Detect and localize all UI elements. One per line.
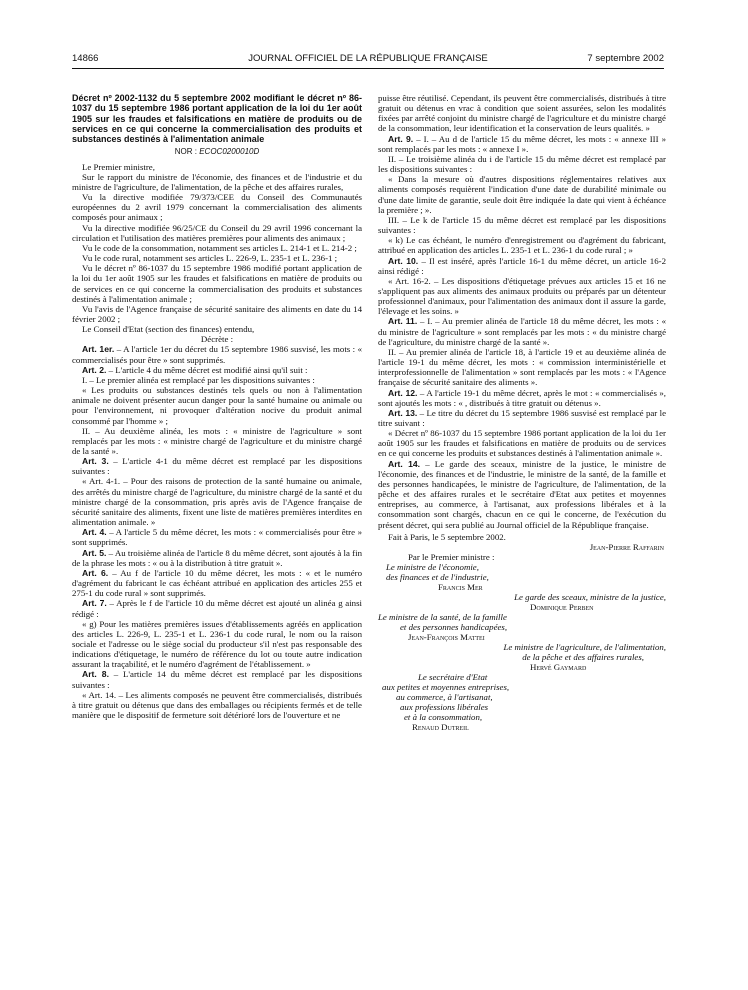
article-label: Art. 3. <box>82 456 109 467</box>
decrete-heading: Décrète : <box>200 334 234 345</box>
article-paragraph <box>378 154 666 174</box>
article-label: Art. 9. <box>388 133 414 144</box>
article-label: Art. 11. <box>388 316 418 327</box>
article-paragraph <box>72 690 362 720</box>
article-paragraph <box>72 456 362 476</box>
journal-title: JOURNAL OFFICIEL DE LA RÉPUBLIQUE FRANÇAISE <box>248 53 488 64</box>
se-name: Renaud Dutreil <box>412 721 469 732</box>
eco-minister-title-2: des finances et de l'industrie, <box>386 571 489 582</box>
article-paragraph <box>72 426 362 456</box>
se-title-3: au commerce, à l'artisanat, <box>396 691 493 702</box>
article-paragraph <box>72 344 362 364</box>
article-text: – L'article 14 du même décret est remplacé par les dispositions suivantes : <box>72 669 362 690</box>
nor-label: NOR : <box>174 147 197 157</box>
visa-paragraph: Vu le code de la consommation, notamment ses articles L. 214-1 et L. 214-2 ; <box>82 242 357 253</box>
article-label: Art. 14. <box>388 458 421 469</box>
article-text: « Art. 16-2. – Les dispositions d'étiquetage prévues aux articles 15 et 16 ne s'appliquent pas aux aliments des animaux produits ou préparés par un détenteur professionnel d'animaux, pour l'alimentation des animaux dont il assure la garde, l'élevage et les soins. » <box>378 275 666 317</box>
article-paragraph <box>378 408 666 428</box>
se-title-5: et à la consommation, <box>404 711 483 722</box>
justice-minister-name: Dominique Perben <box>530 601 594 612</box>
article-label: Art. 6. <box>82 567 109 578</box>
article-paragraph <box>72 476 362 527</box>
article-label: Art. 4. <box>82 527 107 538</box>
article-label: Art. 8. <box>82 669 109 680</box>
article-text: « Décret nº 86-1037 du 15 septembre 1986 portant application de la loi du 1er août 1905 sur les fraudes et falsifications en matière de produits ou de services en ce qui concerne les produits et substances destinés à l'alimentation animale ». <box>378 428 666 459</box>
se-title-1: Le secrétaire d'Etat <box>418 671 488 682</box>
article-label: Art. 7. <box>82 598 107 609</box>
article-text: « Art. 4-1. – Pour des raisons de protection de la santé humaine ou animale, des arrêtés du ministre chargé de l'agriculture, du ministre chargé de la santé et du ministre chargé de la consommation, pris après avis de l'Agence française de sécurité sanitaire des aliments, fixent une liste de matières premières interdites en alimentation animale. » <box>72 476 362 528</box>
article-paragraph <box>378 347 666 388</box>
article-paragraph <box>378 215 666 235</box>
article-text: – Il est inséré, après l'article 16-1 du même décret, un article 16-2 ainsi rédigé : <box>378 255 666 276</box>
header-rule <box>72 68 664 69</box>
visa-paragraph: Vu l'avis de l'Agence française de sécurité sanitaire des aliments en date du 14 février 2002 ; <box>72 303 362 324</box>
article-text: puisse être réutilisé. Cependant, ils peuvent être commercialisés, distribués à titre gratuit ou détenus en vrac à condition que soient assurées, selon les modalités fixées par arrêté conjoint du ministre chargé de l'agriculture et du ministre chargé de la consommation, leur identification et la conservation de leurs qualités. » <box>378 93 666 134</box>
article-text: I. – Le premier alinéa est remplacé par les dispositions suivantes : <box>82 374 315 385</box>
article-label: Art. 13. <box>388 407 418 418</box>
article-text: – Après le f de l'article 10 du même décret est ajouté un alinéa g ainsi rédigé : <box>72 598 362 619</box>
agri-minister-title-2: de la pêche et des affaires rurales, <box>522 651 644 662</box>
visa-paragraph: Vu le code rural, notamment ses articles L. 226-9, L. 235-1 et L. 236-1 ; <box>82 253 338 264</box>
article-text: – Au troisième alinéa de l'article 8 du même décret, sont ajoutés à la fin de la phrase les mots : « ou à la distribution à titre gratuit ». <box>72 547 363 568</box>
article-paragraph <box>378 316 666 346</box>
visa-paragraph: Vu la directive modifiée 96/25/CE du Conseil du 29 avril 1996 concernant la circulation et l'utilisation des matières premières pour aliments des animaux ; <box>72 222 362 243</box>
article-text: « g) Pour les matières premières issues d'établissements agréés en application des articles L. 226-9, L. 235-1 et L. 236-1 du code rural, le nom ou la raison sociale et l'adresse ou le siège social du producteur s'il n'est pas responsable des indications d'étiquetage, le numéro de référence du lot ou toute autre indication assurant la traçabilité, et le numéro d'agrément de l'établissement. » <box>72 618 362 670</box>
sante-minister-name: Jean-François Mattei <box>408 631 485 642</box>
visa-paragraph: Vu le décret nº 86-1037 du 15 septembre 1986 modifié portant application de la loi du 1er août 1905 sur les fraudes et falsifications en matière de produits ou de services en ce qui concerne la commercialisation des produits et substances destinés à l'alimentation animale ; <box>72 263 362 304</box>
article-text: – Le garde des sceaux, ministre de la justice, le ministre de l'économie, des finances et de l'industrie, le ministre de la santé, de la famille et des personnes handicapées, le ministre de l'agriculture, de l'alimentation, de la pêche et des affaires rurales et le secrétaire d'Etat aux petites et moyennes entreprises, au commerce, à l'artisanat, aux professions libérales et à la consommation sont chargés, chacun en ce qui le concerne, de l'exécution du présent décret, qui sera publié au Journal officiel de la République française. <box>378 458 666 530</box>
article-text: « Dans la mesure où d'autres dispositions réglementaires relatives aux aliments composés requièrent l'indication d'une date de durabilité minimale ou d'une date limite de garantie, seule doit être indiquée la date qui vient à échéance la première ; ». <box>378 174 666 215</box>
pm-signature: Jean-Pierre Raffarin <box>589 541 664 552</box>
article-text: III. – Le k de l'article 15 du même décret est remplacé par les dispositions suivantes : <box>378 214 666 236</box>
nor-reference <box>72 147 362 157</box>
article-text: « k) Le cas échéant, le numéro d'enregistrement ou d'agrément du fabricant, attribué en application des articles L. 235-1 et L. 236-1 du code rural ; » <box>378 235 666 256</box>
article-text: – I. – Au premier alinéa de l'article 18 du même décret, les mots : « du ministre de l'agriculture » sont remplacés par les mots : « du ministre chargé de l'agriculture, du ministre chargé de la santé ». <box>378 316 666 347</box>
article-paragraph <box>72 548 362 568</box>
justice-minister-title: Le garde des sceaux, ministre de la justice, <box>514 591 666 602</box>
article-text: – A l'article 1er du décret du 15 septembre 1986 susvisé, les mots : « commercialisés pour être » sont supprimés. <box>72 344 362 365</box>
article-paragraph <box>72 568 362 598</box>
agri-minister-title-1: Le ministre de l'agriculture, de l'alimentation, <box>503 641 666 652</box>
article-text: – Au f de l'article 10 du même décret, les mots : « et le numéro d'agrément du fabricant le cas échéant attribué en application des articles 255 et 275-1 du code rural » sont supprimés. <box>72 567 362 599</box>
articles-right <box>378 93 666 530</box>
se-title-2: aux petites et moyennes entreprises, <box>382 681 510 692</box>
issue-date: 7 septembre 2002 <box>587 53 664 64</box>
visas-block <box>72 162 362 335</box>
right-column <box>378 93 666 732</box>
visa-paragraph: Le Premier ministre, <box>82 161 155 172</box>
decree-title: Décret nº 2002-1132 du 5 septembre 2002 modifiant le décret nº 86-1037 du 15 septembre 1986 portant application de la loi du 1er août 1905 sur les fraudes et falsifications en matière de produits ou de services en ce qui concerne la commercialisation des produits et substances destinés à l'alimentation animale <box>72 93 362 145</box>
visa-paragraph: Sur le rapport du ministre de l'économie, des finances et de l'industrie et du ministre de l'agriculture, de l'alimentation, de la pêche et des affaires rurales, <box>72 171 362 192</box>
article-paragraph <box>378 235 666 255</box>
article-label: Art. 1er. <box>82 344 115 355</box>
article-paragraph <box>378 134 666 154</box>
article-paragraph <box>378 276 666 317</box>
article-text: – A l'article 5 du même décret, les mots : « commercialisés pour être » sont supprimés. <box>72 527 362 548</box>
article-paragraph <box>72 527 362 547</box>
left-column <box>72 93 362 720</box>
agri-minister-name: Hervé Gaymard <box>530 661 587 672</box>
article-paragraph <box>378 256 666 276</box>
sante-minister-title-2: et des personnes handicapées, <box>400 621 508 632</box>
signing-place-date: Fait à Paris, le 5 septembre 2002. <box>388 531 506 542</box>
article-text: II. – Au deuxième alinéa, les mots : « ministre de l'agriculture » sont remplacés par les mots : « ministre chargé de l'agriculture et du ministre chargé de la santé ». <box>72 425 362 457</box>
article-text: « Les produits ou substances destinés tels quels ou non à l'alimentation animale ne doivent présenter aucun danger pour la santé humaine ou animale ou pour l'environnement, ni provoquer d'altération nocive du produit animal consommé par l'homme » ; <box>72 385 362 426</box>
article-paragraph <box>72 598 362 618</box>
article-label: Art. 2. <box>82 364 107 375</box>
article-text: – Le titre du décret du 15 septembre 1986 susvisé est remplacé par le titre suivant : <box>378 407 666 428</box>
article-label: Art. 10. <box>388 255 419 266</box>
article-text: II. – Au premier alinéa de l'article 18, à l'article 19 et au deuxième alinéa de l'article 19-1 du même décret, les mots : « commission interministérielle et interprofessionnelle de l'alimentation » sont remplacés par les mots : « l'Agence française de sécurité sanitaire des aliments ». <box>378 346 666 388</box>
article-paragraph <box>378 459 666 530</box>
visa-paragraph: Le Conseil d'Etat (section des finances) entendu, <box>82 324 255 335</box>
signature-block <box>378 542 666 732</box>
article-label: Art. 12. <box>388 387 418 398</box>
article-text: « Art. 14. – Les aliments composés ne peuvent être commercialisés, distribués à titre gratuit ou détenus que dans des emballages ou récipients fermés et de telle manière que le dispositif de fermeture soit détérioré lors de l'ouverture et ne <box>72 689 362 721</box>
articles-left <box>72 344 362 720</box>
article-paragraph <box>378 174 666 215</box>
article-text: – A l'article 19-1 du même décret, après le mot : « commercialisés », sont ajoutés les mots : « , distribués à titre gratuit ou détenus ». <box>378 387 667 408</box>
page-header <box>72 53 664 67</box>
page-number: 14866 <box>72 53 99 64</box>
article-text: – I. – Au d de l'article 15 du même décret, les mots : « annexe III » sont remplacés par les mots : « annexe I ». <box>378 133 666 154</box>
article-paragraph <box>72 365 362 375</box>
eco-minister-name: Francis Mer <box>438 581 483 592</box>
article-paragraph <box>72 375 362 385</box>
visa-paragraph: Vu la directive modifiée 79/373/CEE du Conseil des Communautés européennes du 2 avril 1979 concernant la commercialisation des aliments composés pour animaux ; <box>72 192 362 223</box>
se-title-4: aux professions libérales <box>400 701 489 712</box>
article-paragraph <box>378 428 666 458</box>
article-paragraph <box>72 385 362 426</box>
nor-code: ECOC0200010D <box>199 147 260 157</box>
article-paragraph <box>378 388 666 408</box>
article-text: – L'article 4 du même décret est modifié ainsi qu'il suit : <box>106 364 308 375</box>
article-label: Art. 5. <box>82 547 107 558</box>
article-paragraph <box>72 619 362 670</box>
sante-minister-title-1: Le ministre de la santé, de la famille <box>378 611 507 622</box>
article-paragraph <box>72 669 362 689</box>
article-text: II. – Le troisième alinéa du i de l'article 15 du même décret est remplacé par les dispositions suivantes : <box>378 153 666 175</box>
article-paragraph <box>378 93 666 134</box>
par-premier-ministre: Par le Premier ministre : <box>408 551 495 562</box>
eco-minister-title-1: Le ministre de l'économie, <box>386 561 479 572</box>
article-text: – L'article 4-1 du même décret est remplacé par les dispositions suivantes : <box>72 456 362 477</box>
